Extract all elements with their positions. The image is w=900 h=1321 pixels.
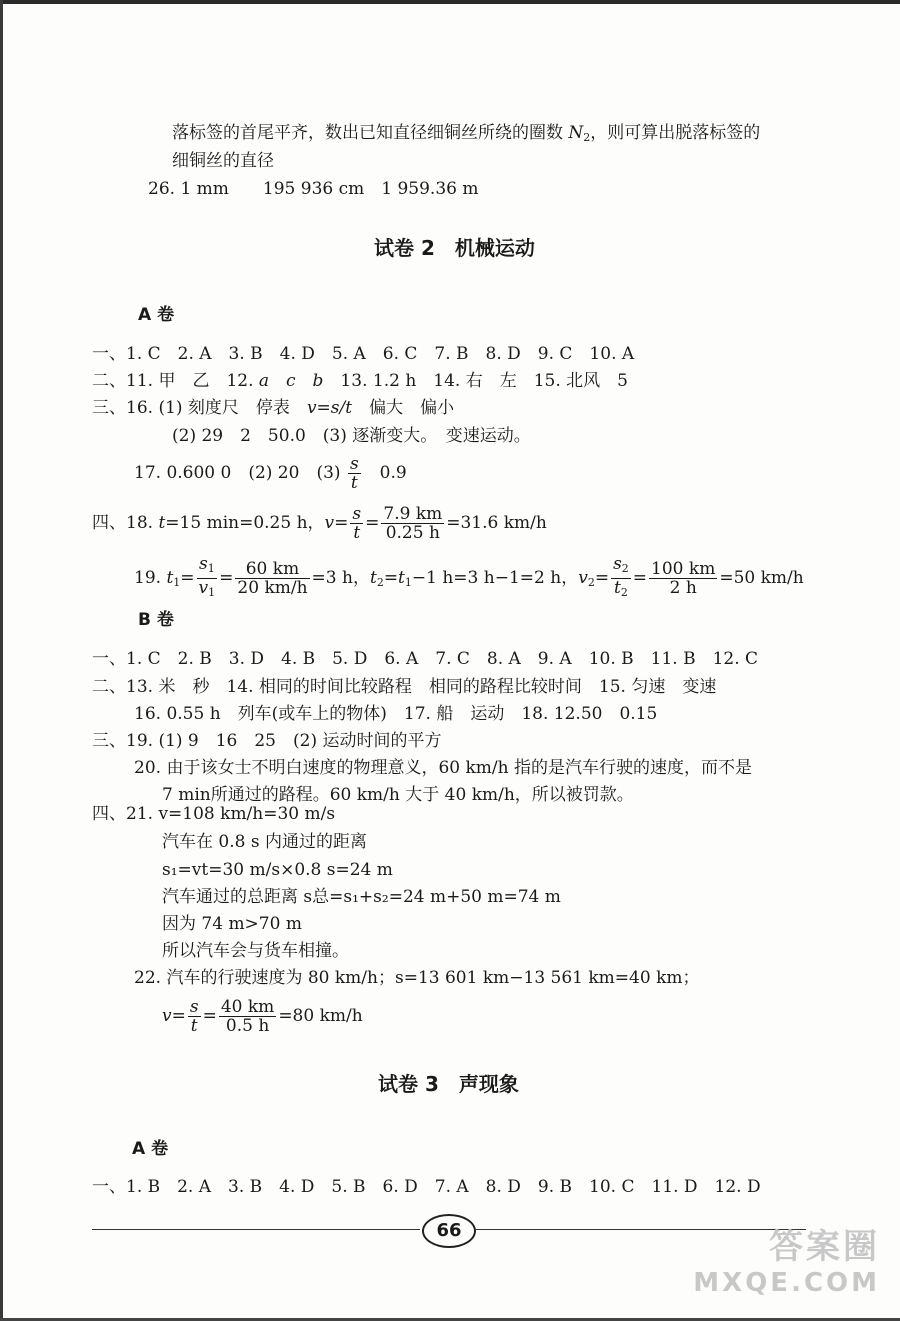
fraction: $\frac{100 km}{2 h}$: [651, 559, 716, 598]
answer-line: 所以汽车会与货车相撞。: [162, 941, 349, 961]
text-line: 细铜丝的直径: [172, 151, 274, 171]
answer-line: 7 min所通过的路程。60 km/h 大于 40 km/h，所以被罚款。: [162, 785, 634, 805]
answer-line: 22. 汽车的行驶速度为 80 km/h；s=13 601 km−13 561 km=40 km；: [134, 968, 700, 988]
answer-line: 因为 74 m>70 m: [162, 914, 302, 934]
fraction: $\frac{7.9 km}{0.25 h}$: [383, 504, 443, 543]
answer-line: v= $\frac{s}{t}$ = $\frac{40 km}{0.5 h}$ =80 km/h: [162, 997, 363, 1036]
answer-line: 三、16. (1) 刻度尺 停表 v=s/t 偏大 偏小: [92, 398, 455, 418]
answer-line: 16. 0.55 h 列车(或车上的物体) 17. 船 运动 18. 12.50 0.15: [134, 704, 658, 724]
page-left-edge: [0, 0, 3, 1321]
subsection-title: B 卷: [138, 610, 174, 630]
fraction: $\frac{s_2}{t_2}$: [611, 555, 631, 602]
answer-line: (2) 29 2 50.0 (3) 逐渐变大。 变速运动。: [172, 426, 531, 446]
fraction: $\frac{s}{t}$: [352, 504, 362, 543]
answer-line: s₁=vt=30 m/s×0.8 s=24 m: [162, 860, 393, 880]
answer-line: 三、19. (1) 9 16 25 (2) 运动时间的平方: [92, 731, 442, 751]
text-line: 落标签的首尾平齐，数出已知直径细铜丝所绕的圈数 $N_2$，则可算出脱落标签的: [172, 123, 761, 144]
answer-line: 四、21. v=108 km/h=30 m/s: [92, 804, 336, 824]
answer-line: 17. 0.600 0 (2) 20 (3) $\frac{s}{t}$ 0.9: [134, 454, 407, 493]
answer-line: 一、1. C 2. A 3. B 4. D 5. A 6. C 7. B 8. D 9. C 10. A: [92, 344, 635, 364]
page-number: 66: [422, 1214, 476, 1248]
footer-rule-left: [92, 1229, 420, 1230]
fraction: $\frac{40 km}{0.5 h}$: [220, 997, 275, 1036]
text-line: 26. 1 mm 195 936 cm 1 959.36 m: [148, 179, 479, 199]
subsection-title: A 卷: [132, 1139, 169, 1159]
answer-line: 汽车通过的总距离 s总=s₁+s₂=24 m+50 m=74 m: [162, 887, 561, 907]
answer-line: 一、1. B 2. A 3. B 4. D 5. B 6. D 7. A 8. D 9. B 10. C 11. D 12. D: [92, 1177, 761, 1197]
section-title: 试卷 2 机械运动: [374, 236, 535, 260]
fraction: $\frac{s_1}{v_1}$: [197, 555, 218, 602]
section-title: 试卷 3 声现象: [378, 1072, 519, 1096]
fraction: $\frac{s}{t}$: [349, 454, 359, 493]
answer-line: 20. 由于该女士不明白速度的物理意义，60 km/h 指的是汽车行驶的速度，而不是: [134, 758, 752, 778]
answer-line: 汽车在 0.8 s 内通过的距离: [162, 832, 367, 852]
answer-line: 二、11. 甲 乙 12. a c b 13. 1.2 h 14. 右 左 15. 北风 5: [92, 371, 628, 391]
subsection-title: A 卷: [138, 305, 175, 325]
answer-line: 一、1. C 2. B 3. D 4. B 5. D 6. A 7. C 8. A 9. A 10. B 11. B 12. C: [92, 649, 759, 669]
fraction: $\frac{60 km}{20 km/h}$: [237, 559, 308, 598]
watermark: 答案圈 MXQE.COM: [693, 1227, 880, 1298]
page-top-edge: [0, 0, 900, 4]
fraction: $\frac{s}{t}$: [189, 997, 199, 1036]
answer-line: 四、18. t=15 min=0.25 h，v= $\frac{s}{t}$ = $\frac{7.9 km}{0.25 h}$ =31.6 km/h: [92, 504, 547, 543]
answer-line: 19. $t_1=$ $\frac{s_1}{v_1}$ = $\frac{60 km}{20 km/h}$ =3 h，$t_2=t_1-1$ h=3 h−1=2 h，$v_2=$ $\frac{s_2}{t_2}$ = $\frac{100 km}{2 h}$ =50 km/h: [134, 555, 804, 602]
answer-line: 二、13. 米 秒 14. 相同的时间比较路程 相同的路程比较时间 15. 匀速 变速: [92, 677, 717, 697]
